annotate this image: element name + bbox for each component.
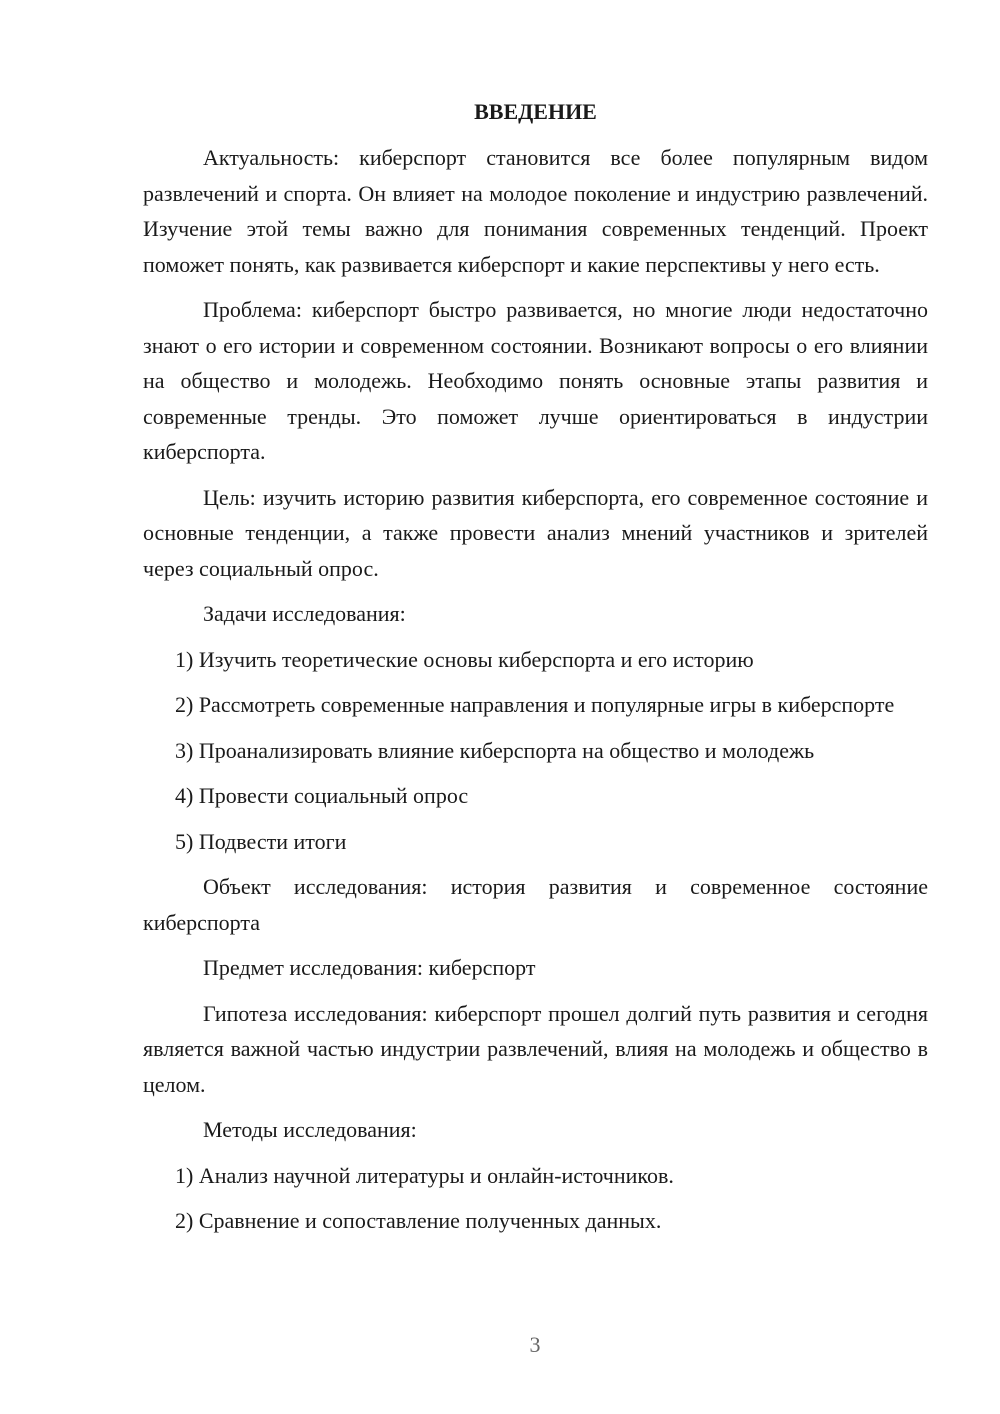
document-page — [143, 96, 928, 1249]
relevance-paragraph: Актуальность: киберспорт становится все более популярным видом развлечений и спорта. Он влияет на молодое поколение и индустрию развлечений. Изучение этой темы важно для понимания современных тенденций. Проект поможет понять, как развивается киберспорт и какие перспективы у него есть. — [143, 145, 928, 277]
task-item: 2) Рассмотреть современные направления и популярные игры в киберспорте — [175, 692, 895, 717]
tasks-heading: Задачи исследования: — [203, 601, 406, 626]
task-item: 4) Провести социальный опрос — [175, 783, 469, 808]
page-number: 3 — [529, 1332, 541, 1357]
task-item: 5) Подвести итоги — [175, 828, 347, 854]
methods-heading: Методы исследования: — [203, 1117, 417, 1142]
goal-paragraph: Цель: изучить историю развития киберспорта, его современное состояние и основные тенденции, а также провести анализ мнений участников и зрителей через социальный опрос. — [143, 484, 928, 581]
object-paragraph: Объект исследования: история развития и современное состояние киберспорта — [143, 874, 928, 935]
method-item: 1) Анализ научной литературы и онлайн-источников. — [175, 1162, 674, 1188]
method-item: 2) Сравнение и сопоставление полученных данных. — [175, 1208, 662, 1233]
subject-paragraph: Предмет исследования: киберспорт — [203, 955, 536, 980]
problem-paragraph: Проблема: киберспорт быстро развивается, но многие люди недостаточно знают о его истории и современном состоянии. Возникают вопросы о его влиянии на общество и молодежь. Необходимо понять основные этапы развития и современные тренды. Это поможет лучше ориентироваться в индустрии киберспорта. — [143, 297, 928, 464]
task-item: 3) Проанализировать влияние киберспорта на общество и молодежь — [175, 737, 815, 763]
hypothesis-paragraph: Гипотеза исследования: киберспорт прошел долгий путь развития и сегодня является важной частью индустрии развлечений, влияя на молодежь и общество в целом. — [143, 1000, 928, 1097]
section-title: ВВЕДЕНИЕ — [474, 99, 597, 124]
task-item: 1) Изучить теоретические основы киберспорта и его историю — [175, 646, 754, 672]
